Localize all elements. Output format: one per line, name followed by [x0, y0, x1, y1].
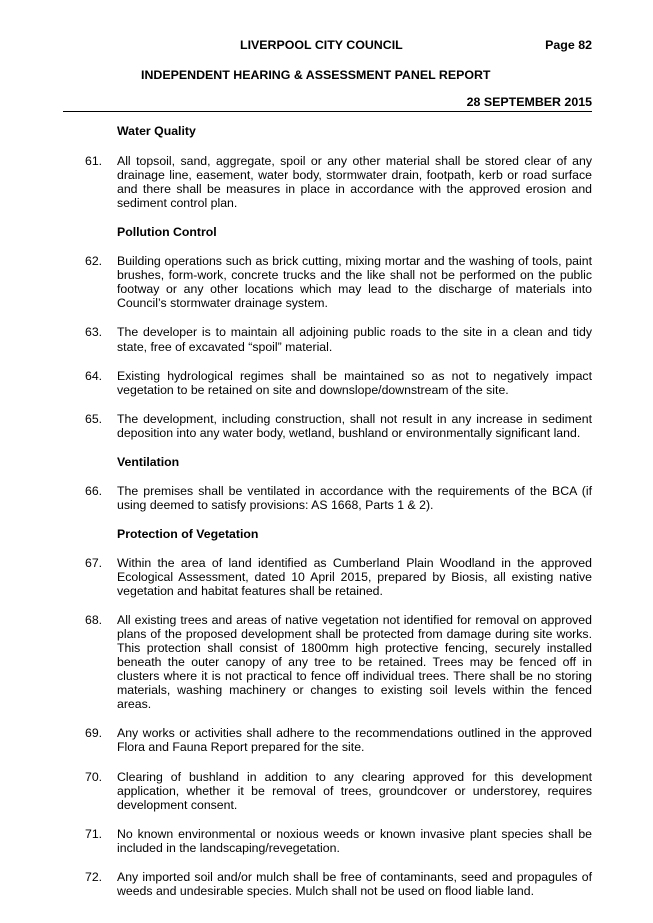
condition-item: [85, 556, 592, 598]
condition-item: [85, 369, 592, 397]
condition-text: No known environmental or noxious weeds or known invasive plant species shall be included in the landscaping/revegetation.: [117, 826, 592, 855]
page-number: Page 82: [545, 38, 592, 52]
condition-item: [85, 827, 592, 855]
condition-text: Any imported soil and/or mulch shall be free of contaminants, seed and propagules of weeds and undesirable species. Mulch shall not be used on flood liable land.: [117, 869, 592, 898]
condition-item: [85, 770, 592, 812]
condition-number: 71.: [85, 826, 103, 841]
condition-number: 62.: [85, 254, 103, 269]
condition-item: [85, 484, 592, 512]
condition-number: 67.: [85, 555, 103, 570]
condition-item: [85, 254, 592, 310]
section-heading: Pollution Control: [117, 225, 217, 240]
header-rule: [63, 111, 592, 112]
condition-number: 68.: [85, 613, 103, 628]
report-title: INDEPENDENT HEARING & ASSESSMENT PANEL REPORT: [141, 68, 491, 82]
condition-text: Clearing of bushland in addition to any clearing approved for this development application, whether it be removal of trees, groundcover or understorey, requires development consent.: [117, 769, 592, 812]
report-date: 28 SEPTEMBER 2015: [466, 95, 592, 109]
condition-item: [85, 613, 592, 711]
condition-text: The development, including construction, shall not result in any increase in sediment deposition into any water body, wetland, bushland or environmentally significant land.: [117, 411, 592, 440]
section-heading: Ventilation: [117, 454, 180, 469]
condition-text: Within the area of land identified as Cumberland Plain Woodland in the approved Ecological Assessment, dated 10 April 2015, prepared by Biosis, all existing native vegetation and habitat features shall be retained.: [117, 555, 592, 599]
section-heading: Water Quality: [117, 124, 196, 138]
condition-number: 66.: [85, 483, 103, 498]
condition-number: 70.: [85, 769, 103, 784]
condition-item: [85, 154, 592, 210]
condition-text: The premises shall be ventilated in accordance with the requirements of the BCA (if using deemed to satisfy provisions: AS 1668, Parts 1 & 2).: [117, 483, 592, 512]
condition-number: 61.: [85, 154, 103, 169]
condition-number: 65.: [85, 411, 103, 426]
condition-text: All existing trees and areas of native vegetation not identified for removal on approved plans of the proposed development shall be protected from damage during site works. This protection shall consist of 1800mm high protective fencing, securely installed beneath the outer canopy of any tree to be retained. Trees may be fenced off in clusters where it is not practical to fence off individual trees. There shall be no storing materials, washing machinery or changes to existing soil levels within the fenced areas.: [117, 613, 592, 712]
section-heading: Protection of Vegetation: [117, 526, 259, 541]
condition-number: 69.: [85, 726, 103, 741]
condition-number: 64.: [85, 368, 103, 383]
condition-text: Any works or activities shall adhere to the recommendations outlined in the approved Flora and Fauna Report prepared for the site.: [117, 726, 592, 755]
condition-item: [85, 325, 592, 353]
condition-item: [85, 726, 592, 754]
council-name: LIVERPOOL CITY COUNCIL: [240, 38, 403, 52]
condition-text: Building operations such as brick cutting, mixing mortar and the washing of tools, paint brushes, form-work, concrete trucks and the like shall not be performed on the public footway or any other locations which may lead to the discharge of materials into Council’s stormwater drainage system.: [117, 254, 592, 311]
condition-text: The developer is to maintain all adjoining public roads to the site in a clean and tidy state, free of excavated “spoil” material.: [117, 325, 592, 354]
condition-text: Existing hydrological regimes shall be maintained so as not to negatively impact vegetation to be retained on site and downslope/downstream of the site.: [117, 368, 592, 397]
condition-item: [85, 412, 592, 440]
condition-number: 63.: [85, 325, 103, 340]
condition-item: [85, 870, 592, 898]
condition-text: All topsoil, sand, aggregate, spoil or any other material shall be stored clear of any drainage line, easement, water body, stormwater drain, footpath, kerb or road surface and there shall be measures in place in accordance with the approved erosion and sediment control plan.: [117, 154, 592, 211]
document-body: [85, 124, 592, 898]
condition-number: 72.: [85, 869, 103, 884]
